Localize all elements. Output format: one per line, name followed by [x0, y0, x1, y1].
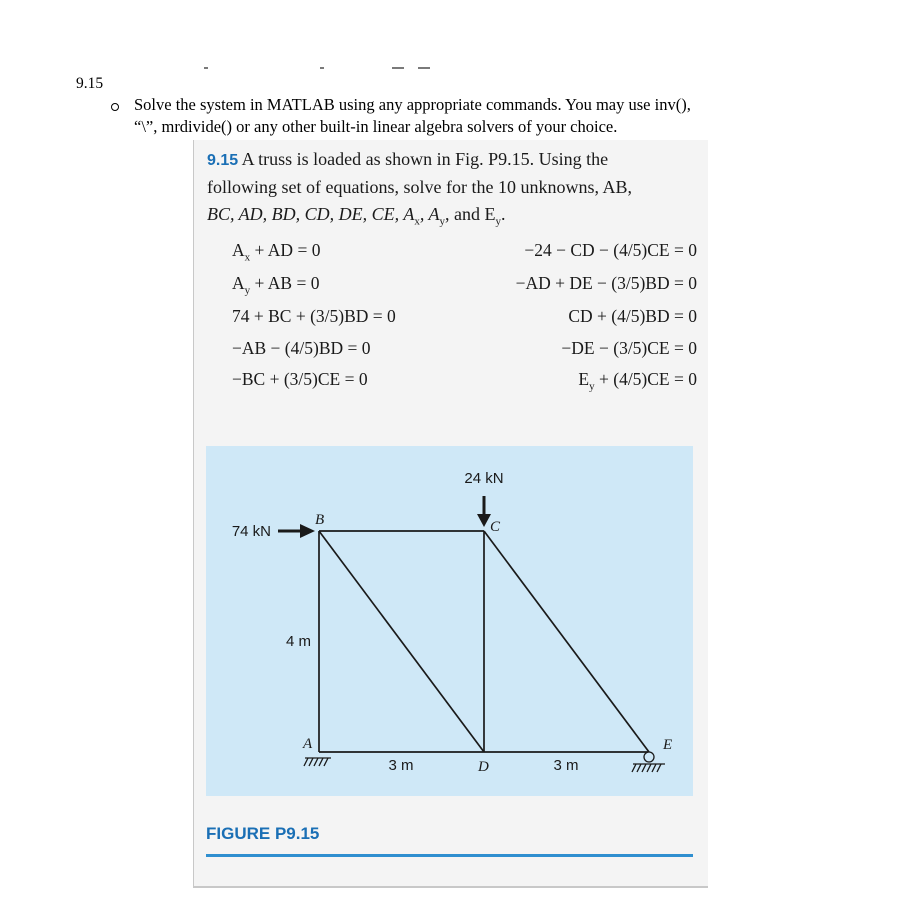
equation-right-2: −AD + DE − (3/5)BD = 0	[515, 273, 697, 293]
equation-right-5: $E_y + (4/5)CE = 0$	[578, 369, 697, 393]
figure-background	[206, 446, 693, 796]
dim-label-right: 3 m	[553, 757, 579, 774]
top-dashes	[200, 62, 440, 72]
equation-left-1: $A_x$ + AD = 0	[232, 240, 321, 264]
instruction-text	[134, 94, 824, 138]
instruction-line-2: “\”, mrdivide() or any other built-in linear algebra solvers of your choice.	[134, 117, 618, 136]
node-label-D: D	[478, 759, 489, 775]
statement-line-3: BC, AD, BD, CD, DE, CE, $A_x$, $A_y$, and $E_y$.	[207, 204, 506, 228]
node-label-E: E	[663, 737, 673, 753]
equation-left-5: −BC + (3/5)CE = 0	[232, 369, 368, 389]
truss-figure	[194, 140, 708, 886]
bullet-icon	[111, 103, 119, 111]
textbook-excerpt	[193, 140, 708, 888]
problem-number: 9.15	[76, 75, 104, 92]
equation-right-3: CD + (4/5)BD = 0	[568, 306, 697, 326]
dim-label-height: 4 m	[285, 633, 311, 650]
figure-caption: FIGURE P9.15	[206, 824, 320, 843]
load-label-24kn: 24 kN	[464, 470, 504, 487]
dim-label-left: 3 m	[388, 757, 414, 774]
book-problem-number: 9.15	[207, 152, 239, 169]
node-label-B: B	[315, 512, 325, 528]
equation-left-4: −AB − (4/5)BD = 0	[232, 338, 371, 358]
equation-right-1: −24 − CD − (4/5)CE = 0	[524, 240, 697, 260]
statement-line-2: following set of equations, solve for the 10 unknowns, AB,	[207, 177, 632, 197]
load-label-74kn: 74 kN	[231, 523, 271, 540]
equation-right-4: −DE − (3/5)CE = 0	[561, 338, 697, 358]
caption-rule	[206, 854, 693, 857]
node-label-C: C	[490, 519, 501, 535]
statement-line-1: A truss is loaded as shown in Fig. P9.15. Using the	[238, 149, 609, 169]
node-label-A: A	[303, 736, 313, 752]
equation-left-2: $A_y$ + AB = 0	[232, 273, 320, 297]
equation-left-3: 74 + BC + (3/5)BD = 0	[232, 306, 396, 326]
instruction-line-1: Solve the system in MATLAB using any appropriate commands. You may use inv(),	[134, 95, 691, 114]
